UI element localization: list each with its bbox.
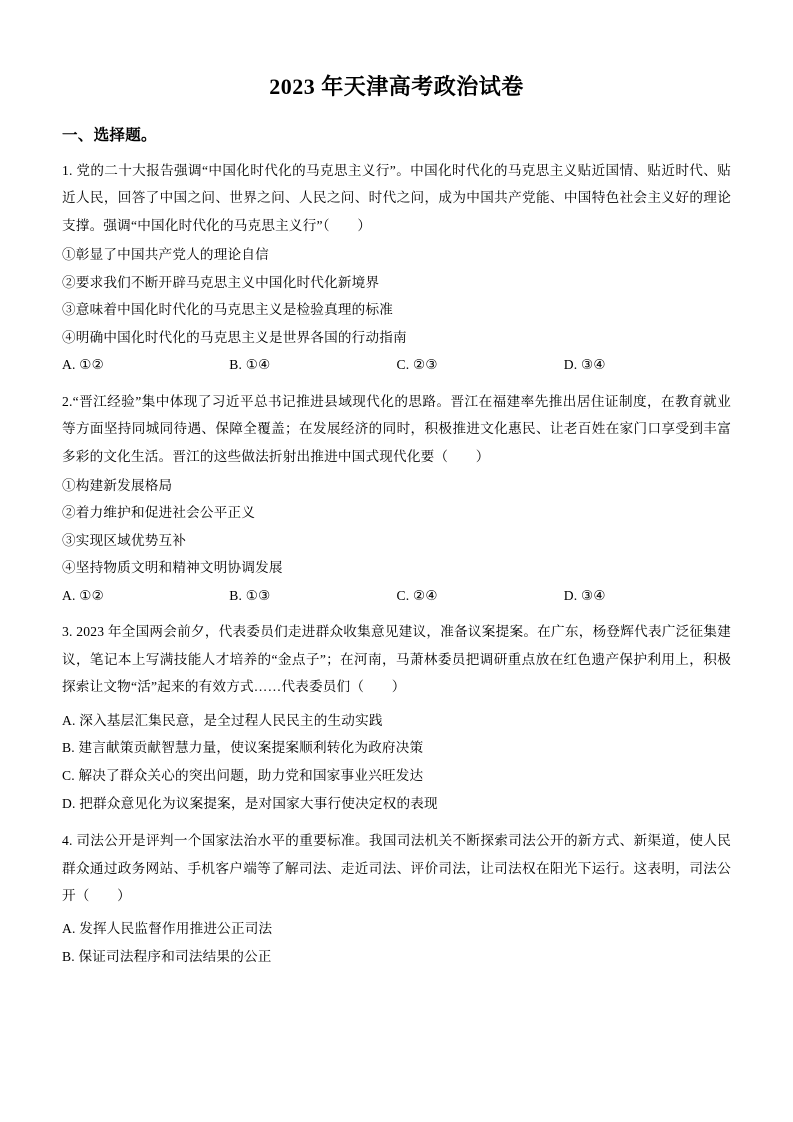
answer-option-b: B. 建言献策贡献智慧力量，使议案提案顺利转化为政府决策 [62,740,424,756]
answer-option-b: B. ①④ [229,357,271,373]
question-sub-option: ②着力维护和促进社会公平正义 [62,505,256,521]
question-sub-option: ④明确中国化时代化的马克思主义是世界各国的行动指南 [62,329,407,345]
answer-option-c: C. 解决了群众关心的突出问题，助力党和国家事业兴旺发达 [62,768,424,784]
question-1 [62,157,731,379]
question-stem: 1. 党的二十大报告强调“中国化时代化的马克思主义行”。中国化时代化的马克思主义贴近国情、贴近时代、贴近人民，回答了中国之问、世界之问、人民之问、时代之问，成为中国共产党能、中国特色社会主义好的理论支撑。强调“中国化时代化的马克思主义行”（ ） [62,163,731,233]
question-sub-option: ②要求我们不断开辟马克思主义中国化时代化新境界 [62,274,380,290]
answer-option-b: B. ①③ [229,587,271,603]
question-sub-option: ④坚持物质文明和精神文明协调发展 [62,560,283,576]
question-stem: 4. 司法公开是评判一个国家法治水平的重要标准。我国司法机关不断探索司法公开的新方式、新渠道，使人民群众通过政务网站、手机客户端等了解司法、走近司法、评价司法，让司法权在阳光下运行。这表明，司法公开（ ） [62,833,731,903]
section-heading: 一、选择题。 [62,127,157,144]
answer-option-d: D. 把群众意见化为议案提案，是对国家大事行使决定权的表现 [62,796,438,812]
answer-option-a: A. 发挥人民监督作用推进公正司法 [62,921,273,937]
question-stem: 3. 2023 年全国两会前夕，代表委员们走进群众收集意见建议，准备议案提案。在广东，杨登辉代表广泛征集建议，笔记本上写满技能人才培养的“金点子”；在河南，马萧林委员把调研重点放在红色遗产保护利用上，积极探索让文物“活”起来的有效方式……代表委员们（ ） [62,624,731,695]
answer-options [62,582,731,609]
answer-option-d: D. ③④ [563,587,606,603]
question-sub-option: ①构建新发展格局 [62,477,173,493]
answer-options [62,351,731,378]
page-title: 2023 年天津高考政治试卷 [269,74,524,99]
question-4 [62,827,731,971]
answer-option-c: C. ②④ [396,587,438,603]
question-sub-option: ③实现区域优势互补 [62,532,187,548]
answer-option-a: A. 深入基层汇集民意，是全过程人民民主的生动实践 [62,712,383,728]
question-3 [62,618,731,818]
answer-option-c: C. ②③ [396,357,438,373]
answer-option-d: D. ③④ [563,357,606,373]
question-sub-option: ①彰显了中国共产党人的理论自信 [62,247,269,263]
question-sub-option: ③意味着中国化时代化的马克思主义是检验真理的标准 [62,302,394,318]
answer-option-a: A. ①② [62,357,104,373]
question-stem: 2.“晋江经验”集中体现了习近平总书记推进县域现代化的思路。晋江在福建率先推出居住证制度，在教育就业等方面坚持同城同待遇、保障全覆盖；在发展经济的同时，积极推进文化惠民、让老百姓在家门口享受到丰富多彩的文化生活。晋江的这些做法折射出推进中国式现代化要（ ） [62,393,731,464]
answer-option-b: B. 保证司法程序和司法结果的公正 [62,949,272,965]
answer-option-a: A. ①② [62,587,104,603]
question-2 [62,388,731,610]
